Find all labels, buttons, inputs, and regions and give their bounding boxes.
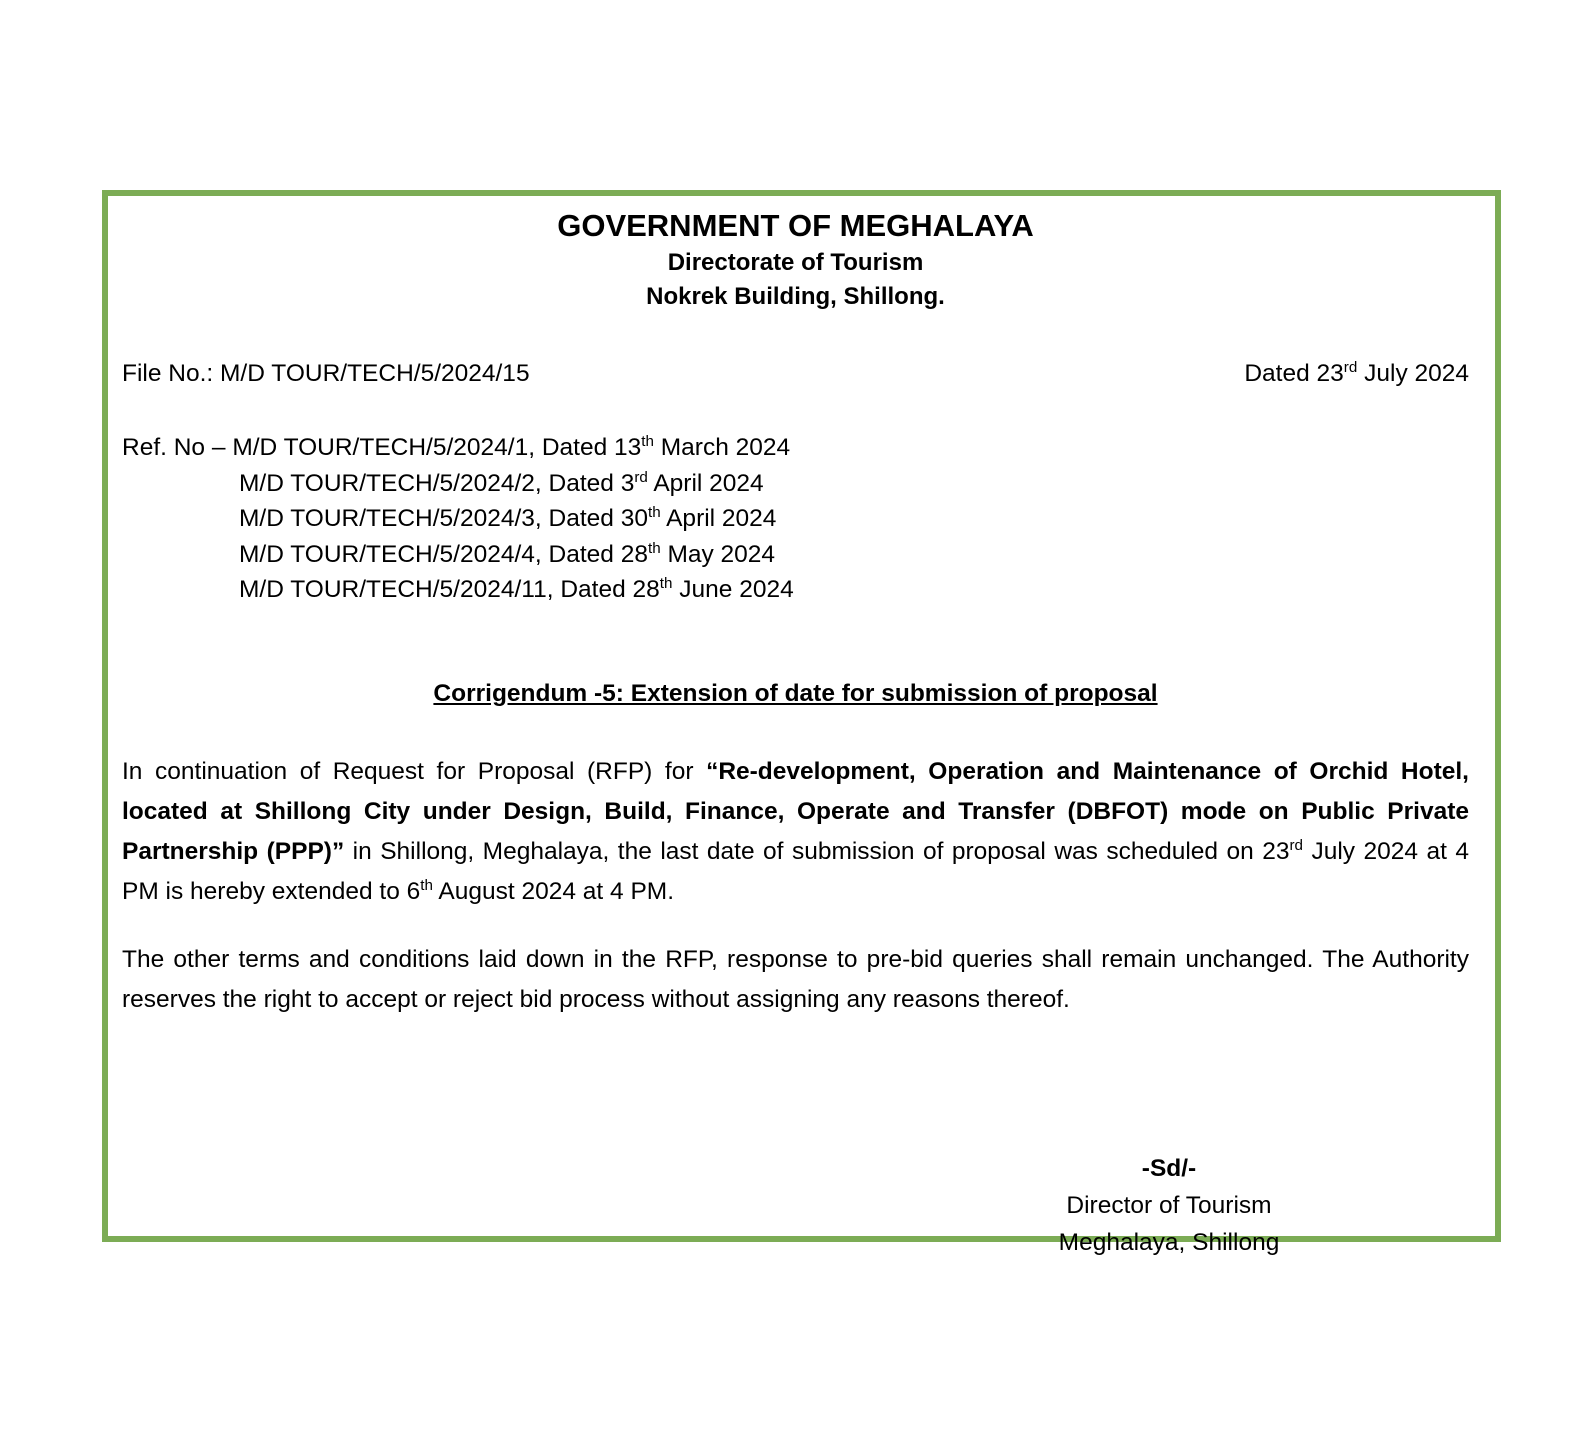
government-title: GOVERNMENT OF MEGHALAYA [557, 208, 1034, 243]
body-paragraph-2: The other terms and conditions laid down in the RFP, response to pre-bid queries shall remain unchanged. The Authority reserves the right to accept or reject bid process without assigning any reasons thereof. [122, 945, 1469, 1013]
document-border-box [102, 190, 1501, 1256]
corrigendum-heading: Corrigendum -5: Extension of date for submission of proposal [433, 679, 1158, 707]
reference-entry: M/D TOUR/TECH/5/2024/1, Dated 13th March 2024 [232, 432, 791, 461]
signature-location: Meghalaya, Shillong [1058, 1228, 1280, 1256]
file-number: File No.: M/D TOUR/TECH/5/2024/15 [122, 360, 530, 387]
document-header [122, 206, 1469, 314]
signature-block [869, 1150, 1469, 1261]
directorate-subtitle: Directorate of Tourism [667, 249, 924, 276]
reference-line [122, 430, 1469, 466]
reference-line: M/D TOUR/TECH/5/2024/4, Dated 28th May 2024 [239, 539, 776, 568]
signature-title: Director of Tourism [1066, 1191, 1272, 1219]
reference-label: Ref. No – [122, 434, 233, 461]
signature-sd: -Sd/- [1141, 1154, 1197, 1182]
dated-label: Dated 23rd July 2024 [1244, 358, 1469, 387]
body-paragraph-1: In continuation of Request for Proposal (RFP) for “Re-development, Operation and Maintenance of Orchid Hotel, located at Shillong City under Design, Build, Finance, Operate and Transfer (DBFOT) mode on Public Private Partnership (PPP)” in Shillong, Meghalaya, the last date of submission of proposal was scheduled on 23rd July 2024 at 4 PM is hereby extended to 6th August 2024 at 4 PM. [122, 757, 1469, 905]
reference-line: M/D TOUR/TECH/5/2024/3, Dated 30th April 2024 [239, 503, 777, 532]
reference-block [122, 430, 1469, 608]
building-subtitle: Nokrek Building, Shillong. [646, 283, 945, 310]
reference-line: M/D TOUR/TECH/5/2024/2, Dated 3rd April 2024 [239, 468, 764, 497]
reference-line: M/D TOUR/TECH/5/2024/11, Dated 28th June 2024 [239, 574, 794, 603]
file-number-row [122, 358, 1469, 390]
